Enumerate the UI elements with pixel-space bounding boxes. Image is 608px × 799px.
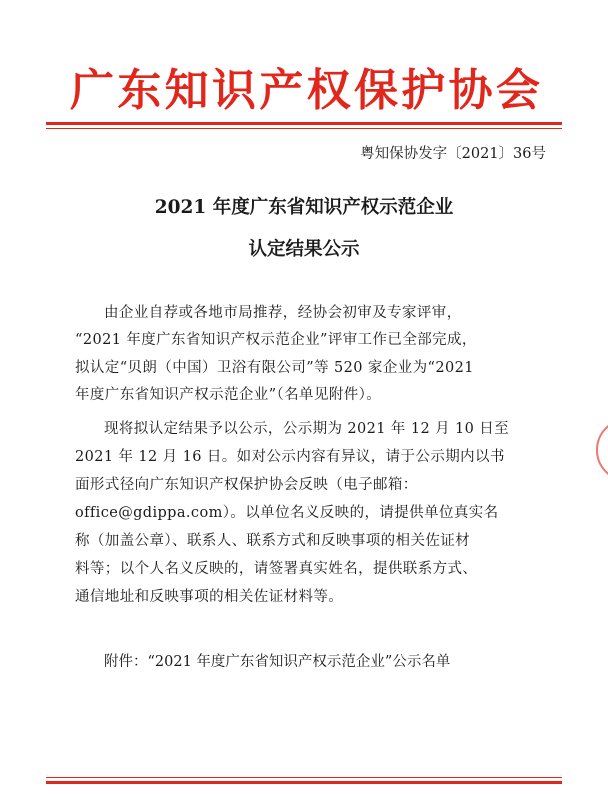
letterhead-char: 广 (70, 65, 114, 116)
body-line: 称（加盖公章）、联系人、联系方式和反映事项的相关佐证材 (75, 533, 471, 549)
body-line: office@gdippa.com）。以单位名义反映的，请提供单位真实名 (75, 505, 499, 521)
letterhead-char: 识 (211, 65, 256, 116)
body-line: 料等；以个人名义反映的，请签署真实姓名，提供联系方式、 (75, 561, 478, 577)
body-line: 由企业自荐或各地市局推荐，经协会初审及专家评审， (104, 305, 462, 321)
document-title-line-2: 认定结果公示 (248, 239, 360, 260)
attachment-note: 附件：“2021 年度广东省知识产权示范企业”公示名单 (104, 654, 451, 670)
body-line: 拟认定“贝朗（中国）卫浴有限公司”等 520 家企业为“2021 (75, 360, 474, 376)
seal-stamp-edge (596, 418, 608, 482)
footer-divider-thin (46, 777, 562, 778)
letterhead-divider-thick (46, 122, 562, 125)
letterhead-char: 护 (401, 65, 446, 116)
document-title-line-1: 2021 年度广东省知识产权示范企业 (154, 197, 454, 218)
body-line: 2021 年 12 月 16 日。如对公示内容有异议，请于公示期内以书 (75, 449, 505, 465)
letterhead-char: 协 (448, 65, 493, 116)
letterhead-char: 产 (259, 65, 304, 116)
letterhead-char: 权 (306, 65, 351, 116)
letterhead-divider-thin (46, 128, 562, 129)
body-line: 面形式径向广东知识产权保护协会反映（电子邮箱： (75, 477, 418, 493)
letterhead-title (70, 62, 540, 120)
letterhead-char: 会 (495, 65, 540, 116)
letterhead-char: 东 (117, 65, 162, 116)
body-line: “2021 年度广东省知识产权示范企业”评审工作已全部完成， (75, 332, 477, 348)
document-number: 粤知保协发字〔2021〕36号 (360, 146, 546, 162)
letterhead-char: 知 (164, 65, 209, 116)
body-line: 现将拟认定结果予以公示，公示期为 2021 年 12 月 10 日至 (104, 421, 510, 437)
body-line: 通信地址和反映事项的相关佐证材料等。 (75, 589, 344, 605)
letterhead-char: 保 (353, 65, 398, 116)
body-line: 年度广东省知识产权示范企业”（名单见附件）。 (75, 387, 382, 403)
footer-divider-thick (46, 781, 562, 784)
